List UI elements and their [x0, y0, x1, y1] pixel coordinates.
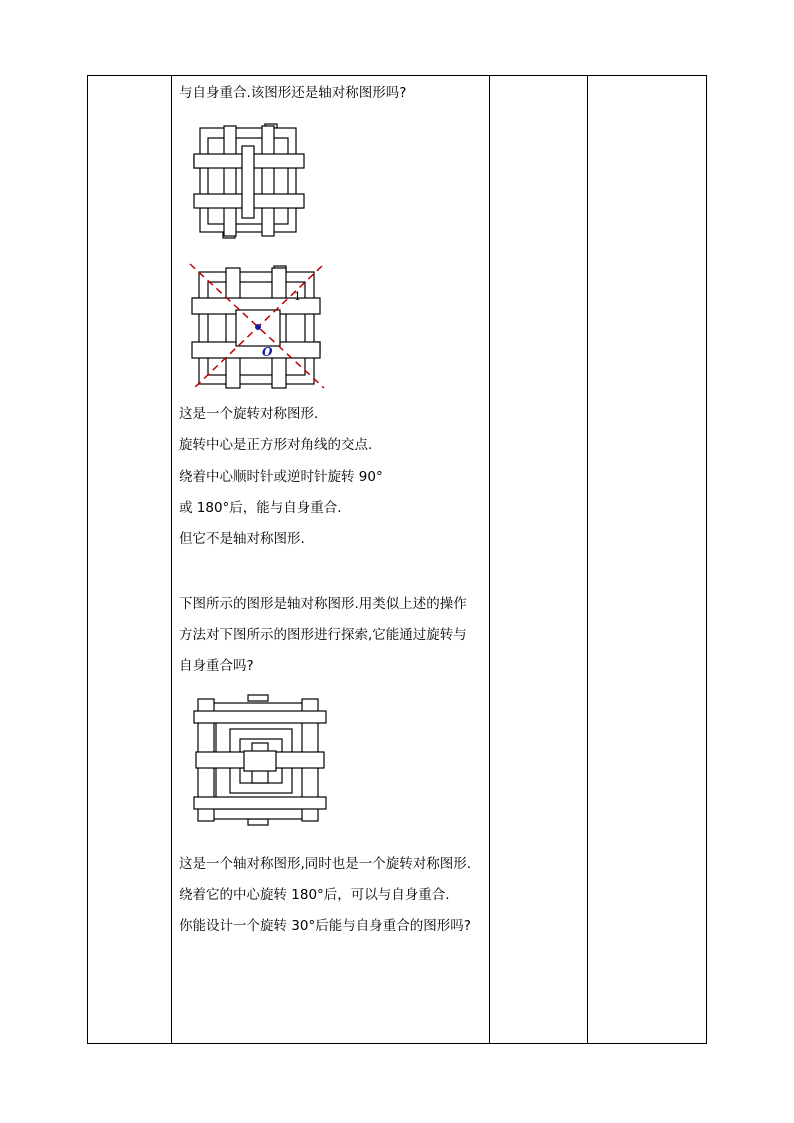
rotation-center-point	[255, 324, 261, 330]
woven-figure-1	[190, 122, 310, 242]
answer-line-4: 或 180°后，能与自身重合.	[179, 500, 342, 516]
conclusion-line-2: 绕着它的中心旋转 180°后，可以与自身重合.	[179, 887, 450, 903]
prompt-line-1: 下图所示的图形是轴对称图形.用类似上述的操作	[179, 596, 467, 612]
corner-label: 1	[294, 290, 301, 303]
column-divider-2	[489, 76, 490, 1043]
column-divider-3	[587, 76, 588, 1043]
conclusion-line-1: 这是一个轴对称图形,同时也是一个旋转对称图形.	[179, 856, 472, 872]
woven-figure-3	[192, 693, 332, 828]
question-line: 与自身重合.该图形还是轴对称图形吗?	[179, 85, 407, 101]
center-label: O	[262, 345, 273, 359]
answer-line-3: 绕着中心顺时针或逆时针旋转 90°	[179, 469, 383, 485]
answer-line-1: 这是一个旋转对称图形.	[179, 406, 319, 422]
answer-line-2: 旋转中心是正方形对角线的交点.	[179, 437, 373, 453]
column-divider-1	[171, 76, 172, 1043]
prompt-line-3: 自身重合吗?	[179, 658, 254, 674]
conclusion-line-3: 你能设计一个旋转 30°后能与自身重合的图形吗?	[179, 918, 471, 934]
woven-figure-2-with-axes	[188, 262, 328, 392]
answer-line-5: 但它不是轴对称图形.	[179, 531, 305, 547]
prompt-line-2: 方法对下图所示的图形进行探索,它能通过旋转与	[179, 627, 467, 643]
